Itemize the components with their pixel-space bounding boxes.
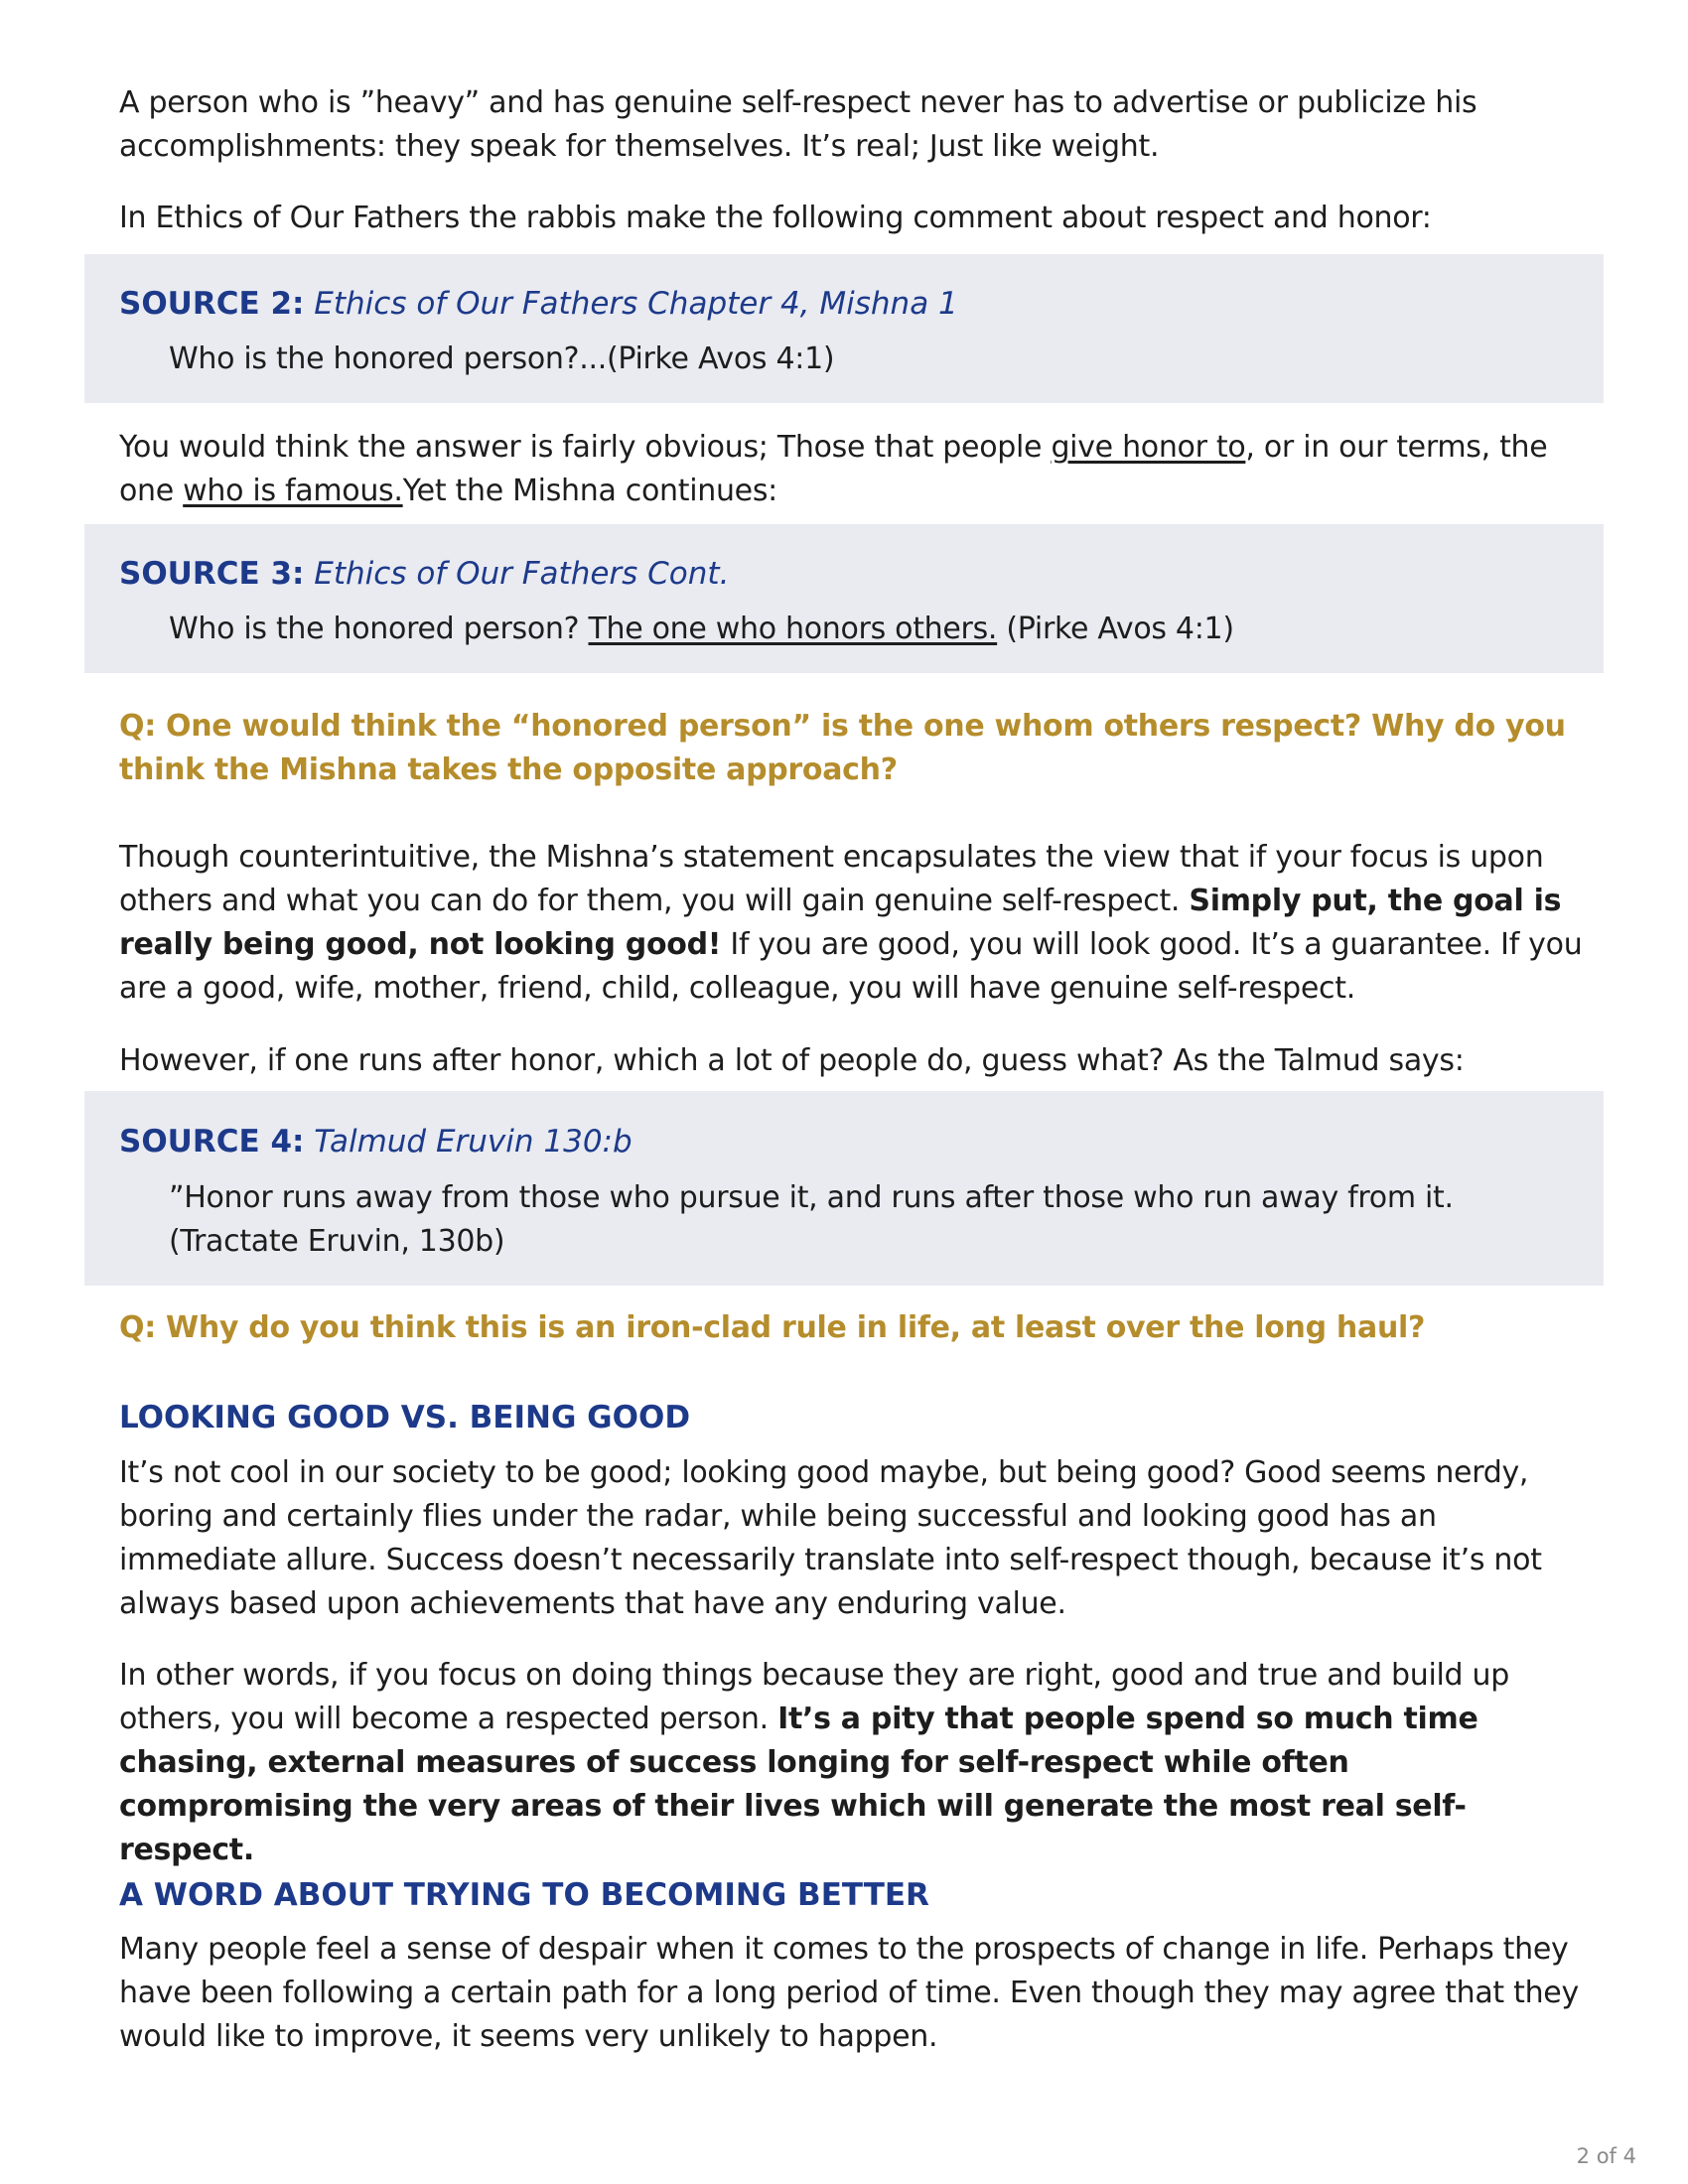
source-4-title [119,1120,633,1163]
bold-text: It’s a pity that people spend so much time chasing, external measures of success longing for self-respect while often compromising the very areas of their lives which will generate the most real self-respect. [119,1702,1478,1867]
source-2-title [119,282,958,326]
underlined-text: give honor to [1051,430,1246,465]
source-4-label: SOURCE 4: [119,1124,305,1160]
underlined-text: who is famous. [183,474,403,508]
paragraph-ethics-intro: In Ethics of Our Fathers the rabbis make the following comment about respect and honor: [119,201,1432,235]
bold-text: Simply put, the goal is really being good, not looking good! [119,884,1562,962]
section-heading-looking-good: LOOKING GOOD VS. BEING GOOD [119,1400,691,1435]
paragraph-obvious-answer [119,426,1584,513]
source-2-reference: Ethics of Our Fathers Chapter 4, Mishna 1 [314,286,958,322]
source-4-reference: Talmud Eruvin 130:b [314,1124,633,1160]
text-run: Yet the Mishna continues: [402,474,777,508]
source-2-label: SOURCE 2: [119,286,305,322]
text-run: Who is the honored person? [169,612,589,646]
source-2-quote: Who is the honored person?...(Pirke Avos 4:1) [169,341,835,376]
text-run: (Pirke Avos 4:1) [997,612,1234,646]
paragraph-counterintuitive [119,836,1584,1011]
paragraph-runs-after-honor: However, if one runs after honor, which a lot of people do, guess what? As the Talmud says: [119,1043,1465,1078]
source-3-quote [169,608,1579,651]
paragraph-not-cool: It’s not cool in our society to be good; looking good maybe, but being good? Good seems nerdy, boring and certainly flies under the radar, while being successful and looking good has an immediate allure. Success doesn’t necessarily translate into self-respect though, because it’s not always based upon achievements that have any enduring value. [119,1455,1542,1621]
page-number: 2 of 4 [1576,2144,1636,2168]
source-4-quote: ”Honor runs away from those who pursue it, and runs after those who run away from it. (Tractate Eruvin, 130b) [169,1180,1454,1259]
text-run: In other words, if you focus on doing things because they are right, good and true and build up others, you will become a respected person. [119,1658,1509,1736]
question-1: Q: One would think the “honored person” is the one whom others respect? Why do you think the Mishna takes the opposite approach? [119,709,1566,787]
text-run: , or in our terms, the one [119,430,1548,508]
text-run: If you are good, you will look good. It’s a guarantee. If you are a good, wife, mother, friend, child, colleague, you will have genuine self-respect. [119,927,1583,1006]
paragraph-in-other-words [119,1654,1584,1872]
paragraph-despair: Many people feel a sense of despair when it comes to the prospects of change in life. Perhaps they have been following a certain path for a long period of time. Even though they may agree that they would like to improve, it seems very unlikely to happen. [119,1932,1579,2054]
section-heading-becoming-better: A WORD ABOUT TRYING TO BECOMING BETTER [119,1877,929,1913]
paragraph-heavy-person: A person who is ”heavy” and has genuine self-respect never has to advertise or publicize his accomplishments: they speak for themselves. It’s real; Just like weight. [119,85,1477,164]
text-run: Though counterintuitive, the Mishna’s statement encapsulates the view that if your focus is upon others and what you can do for them, you will gain genuine self-respect. [119,840,1544,918]
source-3-reference: Ethics of Our Fathers Cont. [314,556,730,592]
underlined-text: The one who honors others. [588,612,998,646]
source-3-title [119,552,729,596]
source-3-label: SOURCE 3: [119,556,305,592]
text-run: You would think the answer is fairly obvious; Those that people [119,430,1052,465]
question-2: Q: Why do you think this is an iron-clad rule in life, at least over the long haul? [119,1310,1426,1345]
